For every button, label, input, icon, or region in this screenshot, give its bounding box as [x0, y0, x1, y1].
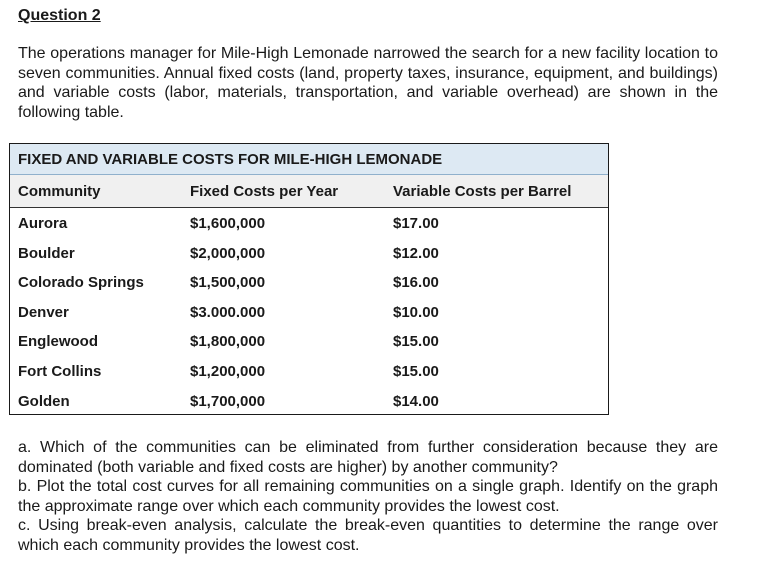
header-fixed-costs: Fixed Costs per Year [190, 183, 339, 200]
question-b: b. Plot the total cost curves for all remaining communities on a single graph. Identify on the graph the approximate range over which each community provides the lowest cost. [18, 478, 718, 515]
question-heading: Question 2 [18, 7, 101, 24]
variable-cost-cell: $15.00 [393, 333, 439, 351]
table-header-row [10, 175, 608, 208]
fixed-cost-cell: $1,700,000 [190, 392, 266, 410]
table-row [10, 239, 608, 269]
table-title: FIXED AND VARIABLE COSTS FOR MILE-HIGH LEMONADE [10, 144, 608, 175]
community-cell: Golden [18, 392, 70, 410]
table-row [10, 387, 608, 417]
variable-cost-cell: $16.00 [393, 274, 439, 292]
variable-cost-cell: $14.00 [393, 392, 439, 410]
fixed-cost-cell: $1,800,000 [190, 333, 266, 351]
community-cell: Denver [18, 303, 69, 321]
fixed-cost-cell: $2,000,000 [190, 244, 266, 262]
fixed-cost-cell: $3.000.000 [190, 303, 266, 321]
community-cell: Colorado Springs [18, 274, 144, 292]
variable-cost-cell: $12.00 [393, 244, 439, 262]
table-row [10, 357, 608, 387]
table-row [10, 298, 608, 328]
table-row [10, 209, 608, 239]
community-cell: Fort Collins [18, 362, 102, 380]
fixed-cost-cell: $1,200,000 [190, 362, 266, 380]
community-cell: Englewood [18, 333, 98, 351]
fixed-cost-cell: $1,600,000 [190, 215, 266, 232]
community-cell: Boulder [18, 244, 75, 262]
variable-cost-cell: $15.00 [393, 362, 439, 380]
question-a: a. Which of the communities can be eliminated from further consideration because they are dominated (both variable and fixed costs are higher) by another community? [18, 439, 718, 476]
header-community: Community [18, 183, 101, 200]
table-row [10, 268, 608, 298]
community-cell: Aurora [18, 215, 68, 232]
cost-table [9, 143, 609, 415]
question-c: c. Using break-even analysis, calculate the break-even quantities to determine the range over which each community provides the lowest cost. [18, 517, 718, 554]
fixed-cost-cell: $1,500,000 [190, 274, 266, 292]
question-list [18, 438, 718, 555]
table-row [10, 327, 608, 357]
intro-paragraph: The operations manager for Mile-High Lemonade narrowed the search for a new facility location to seven communities. Annual fixed costs (land, property taxes, insurance, equipment, and buildings) and variable costs (labor, materials, transportation, and variable overhead) are shown in the following table. [18, 45, 718, 121]
header-variable-costs: Variable Costs per Barrel [393, 183, 572, 200]
variable-cost-cell: $17.00 [393, 215, 439, 232]
variable-cost-cell: $10.00 [393, 303, 439, 321]
